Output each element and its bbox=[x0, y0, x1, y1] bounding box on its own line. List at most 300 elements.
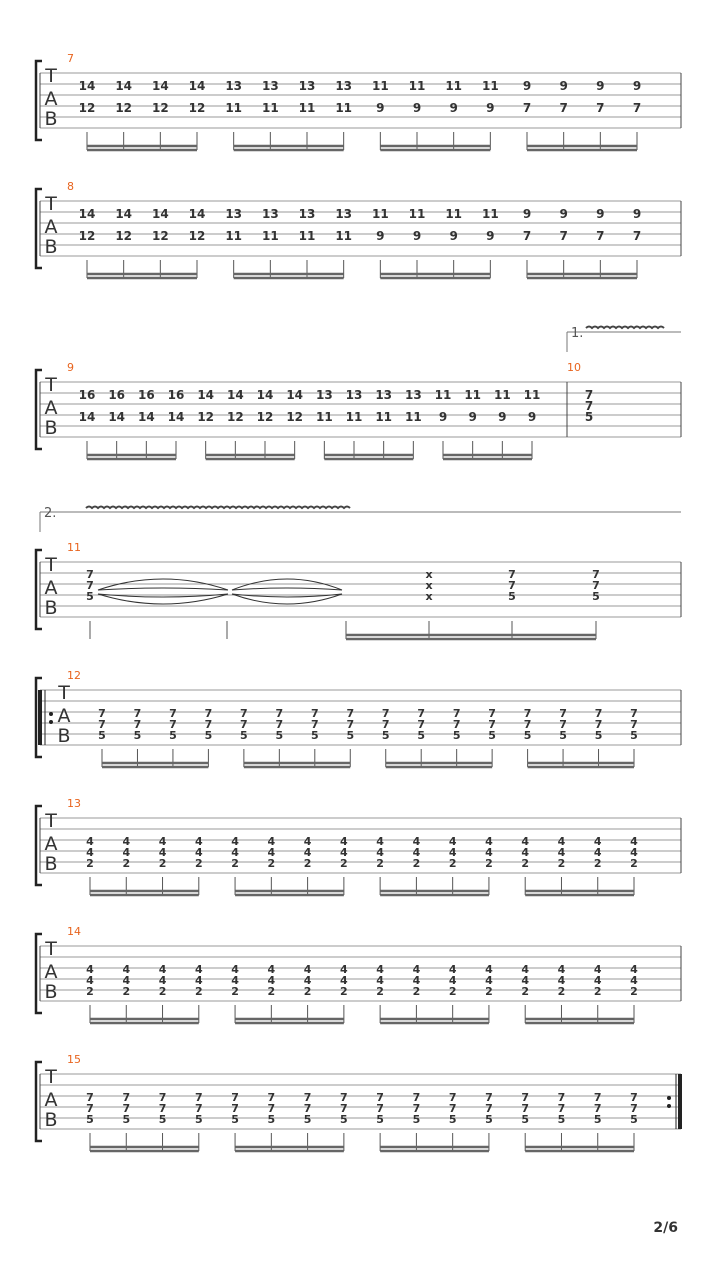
fret-number: 12 bbox=[188, 229, 206, 243]
fret-number: 7 bbox=[559, 707, 567, 720]
fret-number: 13 bbox=[225, 207, 243, 221]
fret-number: 7 bbox=[381, 707, 390, 720]
fret-number: 2 bbox=[194, 857, 203, 870]
fret-number: 2 bbox=[303, 985, 312, 998]
fret-number: 7 bbox=[133, 718, 142, 731]
fret-number: 4 bbox=[521, 846, 530, 859]
fret-number: 9 bbox=[632, 207, 642, 221]
fret-number: 7 bbox=[630, 1091, 638, 1104]
fret-number: 7 bbox=[310, 707, 319, 720]
fret-number: 2 bbox=[448, 857, 457, 870]
tab-clef-letter: B bbox=[44, 853, 58, 875]
fret-number: 7 bbox=[596, 101, 605, 115]
staff-system bbox=[36, 1053, 681, 1151]
fret-number: 13 bbox=[261, 79, 279, 93]
fret-number: 7 bbox=[86, 1102, 94, 1115]
fret-number: 4 bbox=[122, 974, 131, 987]
fret-number: 9 bbox=[632, 79, 642, 93]
fret-number: 4 bbox=[340, 963, 348, 976]
fret-number: 7 bbox=[194, 1091, 203, 1104]
fret-number: 4 bbox=[557, 846, 566, 859]
fret-number: 5 bbox=[158, 1113, 167, 1126]
fret-number: 11 bbox=[481, 79, 499, 93]
fret-number: 7 bbox=[632, 229, 642, 243]
fret-number: 7 bbox=[86, 579, 94, 592]
volta-number: 2. bbox=[44, 506, 57, 521]
fret-number: 4 bbox=[86, 963, 94, 976]
tab-clef-letter: B bbox=[57, 725, 71, 747]
fret-number: 4 bbox=[122, 835, 131, 848]
fret-number: 4 bbox=[376, 974, 384, 987]
fret-number: 7 bbox=[240, 718, 248, 731]
fret-number: 12 bbox=[115, 101, 133, 115]
fret-number: 5 bbox=[412, 1113, 421, 1126]
fret-number: 11 bbox=[434, 388, 452, 402]
fret-number: 7 bbox=[303, 1102, 312, 1115]
fret-number: 2 bbox=[630, 985, 638, 998]
tab-clef-letter: A bbox=[44, 216, 58, 238]
fret-number: 5 bbox=[630, 729, 638, 742]
fret-number: 11 bbox=[404, 410, 422, 424]
fret-number: 4 bbox=[630, 974, 638, 987]
fret-number: 12 bbox=[115, 229, 133, 243]
fret-number: 4 bbox=[376, 963, 384, 976]
tab-clef-letter: T bbox=[45, 374, 57, 396]
fret-number: 7 bbox=[584, 388, 594, 402]
fret-number: 13 bbox=[345, 388, 363, 402]
fret-number: 14 bbox=[115, 79, 133, 93]
fret-number: 4 bbox=[303, 846, 312, 859]
measure-number: 11 bbox=[67, 541, 81, 554]
fret-number: 7 bbox=[169, 718, 177, 731]
fret-number: 4 bbox=[340, 846, 348, 859]
fret-number: 7 bbox=[559, 229, 568, 243]
fret-number: 7 bbox=[632, 101, 642, 115]
fret-number: 5 bbox=[592, 590, 600, 603]
fret-number: 2 bbox=[485, 985, 493, 998]
fret-number: 2 bbox=[521, 857, 530, 870]
fret-number: 11 bbox=[371, 79, 389, 93]
fret-number: 7 bbox=[417, 718, 426, 731]
fret-number: 5 bbox=[485, 1113, 493, 1126]
volta-number: 1. bbox=[571, 326, 584, 341]
fret-number: 2 bbox=[86, 985, 94, 998]
fret-number: 5 bbox=[340, 1113, 348, 1126]
fret-number: 2 bbox=[340, 985, 348, 998]
fret-number: 2 bbox=[593, 985, 602, 998]
fret-number: 7 bbox=[448, 1091, 457, 1104]
fret-number: 5 bbox=[303, 1113, 312, 1126]
fret-number: 4 bbox=[158, 835, 167, 848]
fret-number: 13 bbox=[261, 207, 279, 221]
muted-note: x bbox=[425, 579, 433, 592]
fret-number: 7 bbox=[452, 718, 461, 731]
tab-clef-letter: A bbox=[44, 577, 58, 599]
measure-number: 13 bbox=[67, 797, 81, 810]
vibrato-line bbox=[586, 327, 664, 329]
fret-number: 2 bbox=[231, 857, 239, 870]
fret-number: 11 bbox=[375, 410, 393, 424]
fret-number: 11 bbox=[445, 79, 463, 93]
fret-number: 9 bbox=[412, 101, 422, 115]
fret-number: 7 bbox=[275, 707, 284, 720]
fret-number: 4 bbox=[340, 835, 348, 848]
fret-number: 7 bbox=[340, 1102, 348, 1115]
fret-number: 5 bbox=[231, 1113, 239, 1126]
fret-number: 4 bbox=[231, 846, 239, 859]
fret-number: 12 bbox=[151, 101, 169, 115]
staff-system bbox=[36, 797, 681, 895]
fret-number: 14 bbox=[256, 388, 274, 402]
tab-clef-letter: B bbox=[44, 108, 58, 130]
fret-number: 7 bbox=[98, 707, 106, 720]
fret-number: 11 bbox=[225, 229, 243, 243]
fret-number: 5 bbox=[593, 1113, 602, 1126]
fret-number: 7 bbox=[485, 1091, 493, 1104]
tab-clef-letter: A bbox=[44, 833, 58, 855]
fret-number: 11 bbox=[371, 207, 389, 221]
fret-number: 4 bbox=[412, 835, 421, 848]
fret-number: 5 bbox=[240, 729, 248, 742]
fret-number: 9 bbox=[527, 410, 537, 424]
fret-number: 4 bbox=[412, 846, 421, 859]
fret-number: 5 bbox=[346, 729, 355, 742]
fret-number: 7 bbox=[267, 1091, 276, 1104]
fret-number: 7 bbox=[412, 1102, 421, 1115]
fret-number: 4 bbox=[412, 974, 421, 987]
fret-number: 5 bbox=[204, 729, 213, 742]
measure-number: 12 bbox=[67, 669, 81, 682]
fret-number: 2 bbox=[231, 985, 239, 998]
fret-number: 4 bbox=[376, 835, 384, 848]
fret-number: 16 bbox=[108, 388, 126, 402]
fret-number: 9 bbox=[486, 229, 495, 243]
fret-number: 11 bbox=[523, 388, 541, 402]
fret-number: 2 bbox=[376, 985, 384, 998]
fret-number: 5 bbox=[488, 729, 496, 742]
fret-number: 5 bbox=[98, 729, 106, 742]
staff-system bbox=[36, 669, 681, 767]
fret-number: 7 bbox=[340, 1091, 348, 1104]
fret-number: 5 bbox=[133, 729, 142, 742]
fret-number: 4 bbox=[194, 846, 203, 859]
fret-number: 13 bbox=[315, 388, 333, 402]
fret-number: 4 bbox=[267, 974, 276, 987]
fret-number: 4 bbox=[630, 835, 638, 848]
fret-number: 5 bbox=[86, 590, 94, 603]
tab-clef-letter: A bbox=[44, 961, 58, 983]
fret-number: 7 bbox=[508, 568, 516, 581]
fret-number: 7 bbox=[275, 718, 284, 731]
fret-number: 14 bbox=[78, 207, 96, 221]
fret-number: 7 bbox=[523, 718, 532, 731]
fret-number: 9 bbox=[486, 101, 495, 115]
fret-number: 11 bbox=[335, 101, 353, 115]
fret-number: 9 bbox=[498, 410, 507, 424]
tab-clef-letter: T bbox=[58, 682, 70, 704]
fret-number: 2 bbox=[557, 857, 566, 870]
staff-system bbox=[36, 180, 681, 278]
fret-number: 7 bbox=[346, 718, 355, 731]
fret-number: 7 bbox=[310, 718, 319, 731]
fret-number: 7 bbox=[412, 1091, 421, 1104]
fret-number: 9 bbox=[449, 101, 458, 115]
measure-number: 8 bbox=[67, 180, 74, 193]
fret-number: 5 bbox=[86, 1113, 94, 1126]
fret-number: 14 bbox=[78, 410, 96, 424]
fret-number: 4 bbox=[521, 974, 530, 987]
fret-number: 9 bbox=[376, 101, 385, 115]
fret-number: 2 bbox=[194, 985, 203, 998]
tab-clef-letter: B bbox=[44, 417, 58, 439]
fret-number: 4 bbox=[194, 974, 203, 987]
fret-number: 14 bbox=[78, 79, 96, 93]
fret-number: 9 bbox=[412, 229, 422, 243]
fret-number: 4 bbox=[485, 974, 493, 987]
fret-number: 2 bbox=[557, 985, 566, 998]
fret-number: 13 bbox=[298, 207, 316, 221]
muted-note: x bbox=[425, 590, 433, 603]
fret-number: 2 bbox=[122, 985, 131, 998]
tab-clef-letter: T bbox=[45, 938, 57, 960]
fret-number: 7 bbox=[376, 1091, 384, 1104]
fret-number: 4 bbox=[485, 963, 493, 976]
fret-number: 5 bbox=[557, 1113, 566, 1126]
fret-number: 2 bbox=[412, 985, 421, 998]
fret-number: 5 bbox=[559, 729, 567, 742]
fret-number: 4 bbox=[267, 846, 276, 859]
fret-number: 4 bbox=[122, 963, 131, 976]
fret-number: 7 bbox=[557, 1102, 566, 1115]
fret-number: 7 bbox=[594, 707, 603, 720]
fret-number: 14 bbox=[188, 79, 206, 93]
fret-number: 14 bbox=[151, 207, 169, 221]
fret-number: 5 bbox=[584, 410, 594, 424]
fret-number: 5 bbox=[169, 729, 177, 742]
fret-number: 4 bbox=[376, 846, 384, 859]
fret-number: 7 bbox=[169, 707, 177, 720]
tab-clef-letter: A bbox=[44, 397, 58, 419]
tab-clef-letter: A bbox=[57, 705, 71, 727]
fret-number: 4 bbox=[158, 963, 167, 976]
fret-number: 5 bbox=[267, 1113, 276, 1126]
fret-number: 7 bbox=[557, 1091, 566, 1104]
fret-number: 4 bbox=[303, 974, 312, 987]
fret-number: 7 bbox=[452, 707, 461, 720]
fret-number: 11 bbox=[298, 229, 316, 243]
fret-number: 2 bbox=[340, 857, 348, 870]
fret-number: 4 bbox=[231, 963, 239, 976]
fret-number: 4 bbox=[303, 835, 312, 848]
fret-number: 4 bbox=[158, 974, 167, 987]
fret-number: 5 bbox=[381, 729, 390, 742]
fret-number: 7 bbox=[133, 707, 142, 720]
fret-number: 9 bbox=[468, 410, 477, 424]
tab-clef-letter: T bbox=[45, 1066, 57, 1088]
fret-number: 13 bbox=[375, 388, 393, 402]
fret-number: 2 bbox=[158, 857, 167, 870]
fret-number: 2 bbox=[158, 985, 167, 998]
fret-number: 2 bbox=[630, 857, 638, 870]
fret-number: 12 bbox=[78, 101, 96, 115]
fret-number: 9 bbox=[522, 79, 532, 93]
fret-number: 14 bbox=[115, 207, 133, 221]
fret-number: 14 bbox=[151, 79, 169, 93]
fret-number: 11 bbox=[335, 229, 353, 243]
tab-clef-letter: B bbox=[44, 236, 58, 258]
fret-number: 7 bbox=[376, 1102, 384, 1115]
fret-number: 7 bbox=[488, 718, 496, 731]
fret-number: 14 bbox=[188, 207, 206, 221]
fret-number: 14 bbox=[137, 410, 155, 424]
tab-clef-letter: T bbox=[45, 810, 57, 832]
repeat-dot bbox=[667, 1104, 671, 1108]
fret-number: 7 bbox=[593, 1091, 602, 1104]
fret-number: 7 bbox=[240, 707, 248, 720]
fret-number: 4 bbox=[593, 974, 602, 987]
fret-number: 4 bbox=[86, 835, 94, 848]
fret-number: 11 bbox=[315, 410, 333, 424]
fret-number: 5 bbox=[310, 729, 319, 742]
tab-clef-letter: T bbox=[45, 193, 57, 215]
fret-number: 4 bbox=[485, 835, 493, 848]
fret-number: 5 bbox=[594, 729, 603, 742]
fret-number: 7 bbox=[508, 579, 516, 592]
fret-number: 11 bbox=[261, 229, 279, 243]
fret-number: 7 bbox=[86, 1091, 94, 1104]
tie-curve bbox=[232, 588, 342, 590]
fret-number: 7 bbox=[98, 718, 106, 731]
fret-number: 2 bbox=[376, 857, 384, 870]
fret-number: 7 bbox=[522, 229, 532, 243]
fret-number: 7 bbox=[158, 1102, 167, 1115]
fret-number: 4 bbox=[485, 846, 493, 859]
fret-number: 14 bbox=[108, 410, 126, 424]
measure-number: 15 bbox=[67, 1053, 81, 1066]
fret-number: 4 bbox=[557, 974, 566, 987]
fret-number: 4 bbox=[521, 963, 530, 976]
fret-number: 14 bbox=[286, 388, 304, 402]
muted-note: x bbox=[425, 568, 433, 581]
fret-number: 11 bbox=[298, 101, 316, 115]
fret-number: 4 bbox=[158, 846, 167, 859]
fret-number: 5 bbox=[275, 729, 284, 742]
fret-number: 4 bbox=[448, 835, 457, 848]
fret-number: 2 bbox=[267, 985, 276, 998]
fret-number: 14 bbox=[167, 410, 185, 424]
fret-number: 11 bbox=[225, 101, 243, 115]
tab-clef-letter: B bbox=[44, 597, 58, 619]
fret-number: 7 bbox=[559, 718, 567, 731]
fret-number: 2 bbox=[267, 857, 276, 870]
fret-number: 9 bbox=[376, 229, 385, 243]
fret-number: 13 bbox=[298, 79, 316, 93]
staff-system bbox=[36, 326, 681, 459]
fret-number: 4 bbox=[557, 963, 566, 976]
fret-number: 7 bbox=[630, 718, 638, 731]
fret-number: 7 bbox=[596, 229, 605, 243]
fret-number: 7 bbox=[194, 1102, 203, 1115]
measure-number: 7 bbox=[67, 52, 74, 65]
fret-number: 7 bbox=[231, 1102, 239, 1115]
fret-number: 7 bbox=[522, 101, 532, 115]
fret-number: 13 bbox=[404, 388, 422, 402]
fret-number: 7 bbox=[559, 101, 568, 115]
fret-number: 2 bbox=[86, 857, 94, 870]
fret-number: 11 bbox=[408, 79, 426, 93]
fret-number: 11 bbox=[481, 207, 499, 221]
page-number: 2/6 bbox=[653, 1220, 678, 1236]
fret-number: 7 bbox=[231, 1091, 239, 1104]
fret-number: 7 bbox=[521, 1102, 530, 1115]
fret-number: 9 bbox=[559, 207, 568, 221]
fret-number: 4 bbox=[231, 835, 239, 848]
repeat-dot bbox=[49, 712, 53, 716]
fret-number: 9 bbox=[596, 79, 605, 93]
fret-number: 7 bbox=[592, 579, 600, 592]
fret-number: 7 bbox=[204, 718, 213, 731]
vibrato-line bbox=[86, 507, 350, 509]
fret-number: 5 bbox=[122, 1113, 131, 1126]
fret-number: 11 bbox=[493, 388, 511, 402]
fret-number: 7 bbox=[381, 718, 390, 731]
fret-number: 12 bbox=[151, 229, 169, 243]
fret-number: 7 bbox=[523, 707, 532, 720]
fret-number: 7 bbox=[630, 1102, 638, 1115]
tab-clef-letter: T bbox=[45, 554, 57, 576]
fret-number: 5 bbox=[376, 1113, 384, 1126]
fret-number: 9 bbox=[596, 207, 605, 221]
fret-number: 4 bbox=[122, 846, 131, 859]
fret-number: 4 bbox=[521, 835, 530, 848]
fret-number: 4 bbox=[448, 974, 457, 987]
fret-number: 13 bbox=[335, 207, 353, 221]
fret-number: 4 bbox=[303, 963, 312, 976]
fret-number: 14 bbox=[226, 388, 244, 402]
fret-number: 12 bbox=[78, 229, 96, 243]
fret-number: 12 bbox=[188, 101, 206, 115]
fret-number: 5 bbox=[508, 590, 516, 603]
fret-number: 2 bbox=[412, 857, 421, 870]
fret-number: 7 bbox=[417, 707, 426, 720]
fret-number: 7 bbox=[303, 1091, 312, 1104]
fret-number: 4 bbox=[593, 846, 602, 859]
staff-system bbox=[36, 506, 681, 639]
fret-number: 9 bbox=[559, 79, 568, 93]
fret-number: 4 bbox=[630, 963, 638, 976]
fret-number: 4 bbox=[593, 963, 602, 976]
fret-number: 5 bbox=[452, 729, 461, 742]
fret-number: 12 bbox=[226, 410, 244, 424]
fret-number: 4 bbox=[267, 835, 276, 848]
tab-clef-letter: B bbox=[44, 1109, 58, 1131]
measure-number: 14 bbox=[67, 925, 81, 938]
fret-number: 4 bbox=[194, 835, 203, 848]
fret-number: 7 bbox=[485, 1102, 493, 1115]
fret-number: 2 bbox=[448, 985, 457, 998]
fret-number: 11 bbox=[261, 101, 279, 115]
fret-number: 7 bbox=[488, 707, 496, 720]
fret-number: 11 bbox=[445, 207, 463, 221]
fret-number: 4 bbox=[340, 974, 348, 987]
fret-number: 13 bbox=[225, 79, 243, 93]
fret-number: 4 bbox=[86, 974, 94, 987]
fret-number: 7 bbox=[448, 1102, 457, 1115]
fret-number: 4 bbox=[448, 846, 457, 859]
fret-number: 5 bbox=[194, 1113, 203, 1126]
fret-number: 2 bbox=[485, 857, 493, 870]
fret-number: 7 bbox=[630, 707, 638, 720]
